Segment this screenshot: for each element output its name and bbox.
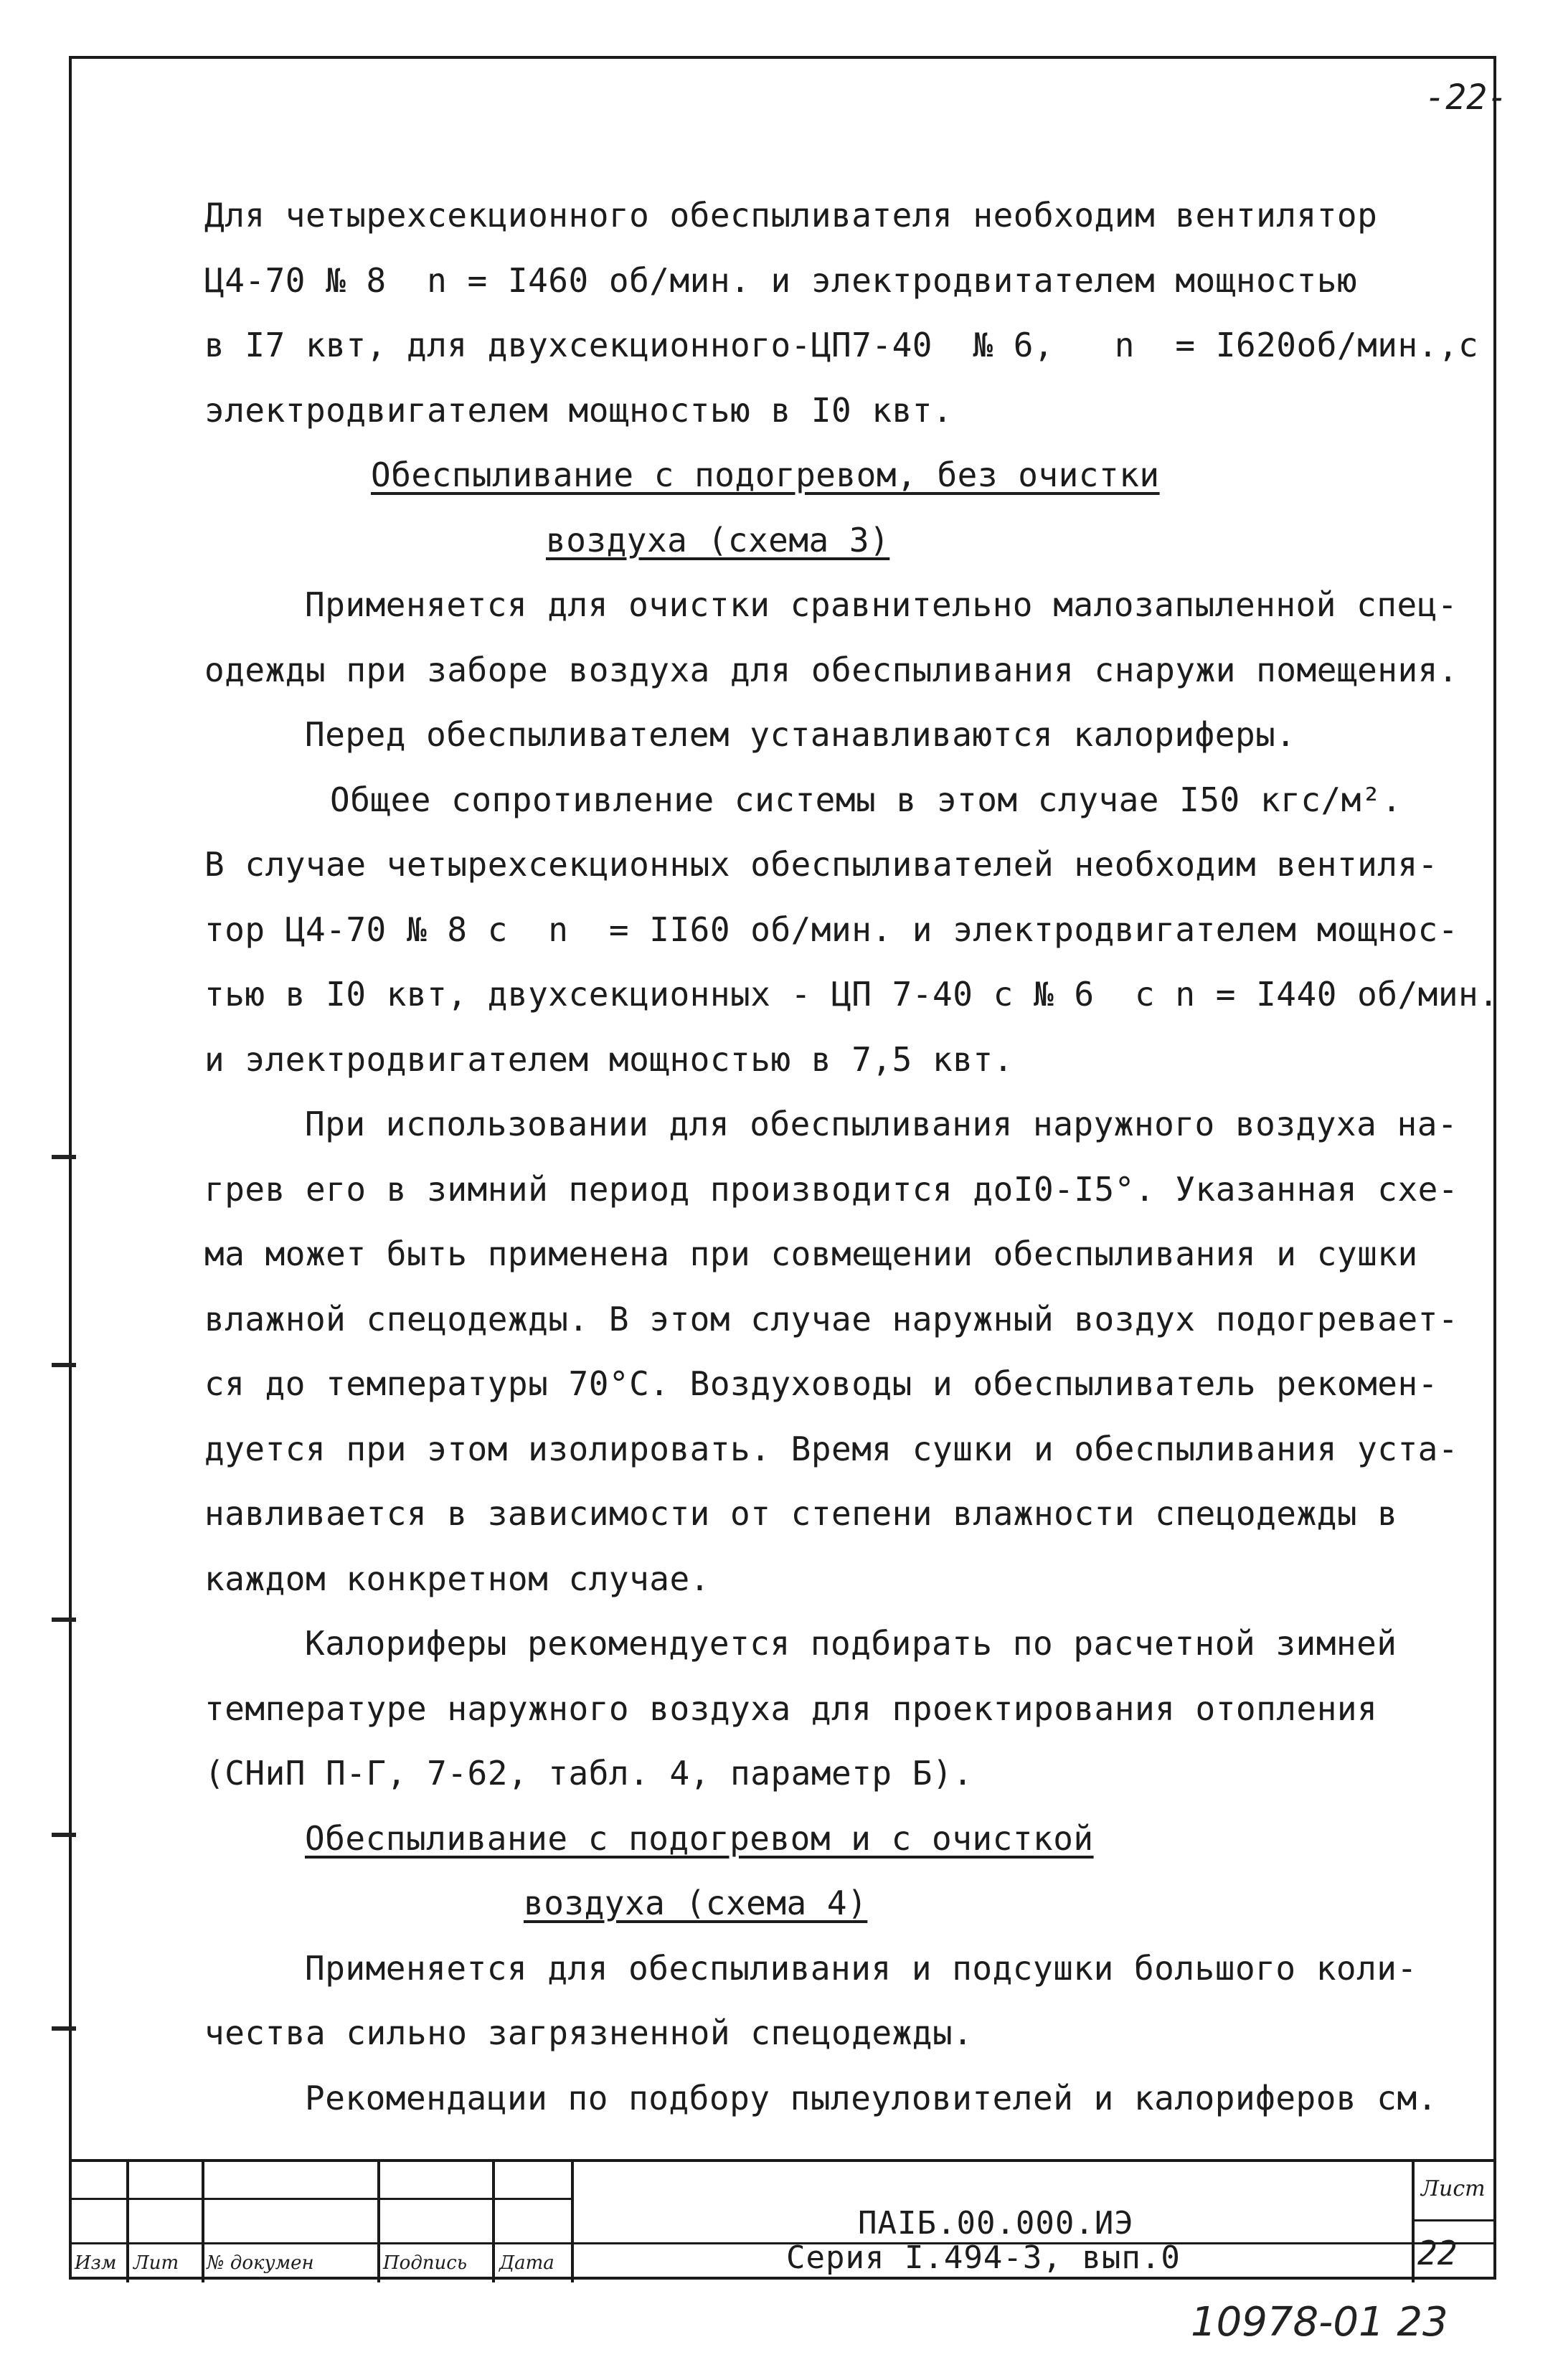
stamp-label-lit: Лит (133, 2252, 179, 2274)
text-line: В случае четырехсекционных обеспыливателей необходим вентиля- (204, 845, 1438, 884)
text-line: (СНиП П-Г, 7-62, табл. 4, параметр Б). (204, 1754, 973, 1793)
stamp-label-sign: Подпись (383, 2252, 468, 2274)
text-line: Перед обеспыливателем устанавливаются калориферы. (305, 715, 1296, 754)
document-code: ПАIБ.00.000.ИЭ (858, 2205, 1134, 2242)
stamp-rule (126, 2162, 129, 2282)
sheet-number: 22 (1417, 2234, 1458, 2272)
section-heading: Обеспыливание с подогревом и с очисткой (305, 1818, 1094, 1858)
text-line: Калориферы рекомендуется подбирать по расчетной зимней (305, 1624, 1397, 1663)
text-line: Применяется для обеспыливания и подсушки большого коли- (305, 1948, 1417, 1988)
section-heading: Обеспыливание с подогревом, без очистки (371, 455, 1160, 494)
text-line: влажной спецодежды. В этом случае наружный воздух подогревает- (204, 1299, 1459, 1338)
text-line: ся до температуры 70°С. Воздуховоды и обеспыливатель рекомен- (204, 1364, 1438, 1403)
margin-mark (52, 1618, 76, 1622)
text-line: электродвигателем мощностью в I0 квт. (204, 390, 953, 430)
text-line: чества сильно загрязненной спецодежды. (204, 2013, 973, 2052)
section-heading: воздуха (схема 3) (546, 520, 890, 559)
stamp-rule (571, 2162, 574, 2282)
text-line: навливается в зависимости от степени влажности спецодежды в (204, 1494, 1398, 1533)
text-line: одежды при заборе воздуха для обеспыливания снаружи помещения. (204, 650, 1459, 689)
sheet-label: Лист (1421, 2176, 1486, 2201)
text-line: Для четырехсекционного обеспыливателя необходим вентилятор (204, 196, 1378, 235)
text-line: Рекомендации по подбору пылеуловителей и калориферов см. (305, 2078, 1437, 2117)
stamp-rule (1412, 2219, 1496, 2221)
archive-number: 10978-01 23 (1191, 2299, 1448, 2346)
text-line: Общее сопротивление системы в этом случае I50 кгс/м². (330, 780, 1402, 819)
stamp-rule (202, 2162, 204, 2282)
stamp-rule (1412, 2162, 1415, 2282)
margin-mark (52, 1155, 76, 1159)
text-line: Применяется для очистки сравнительно малозапыленной спец- (305, 585, 1458, 624)
text-line: и электродвигателем мощностью в 7,5 квт. (204, 1039, 1014, 1079)
stamp-rule (69, 2242, 1496, 2244)
text-line: грев его в зимний период производится доI0-I5°. Указанная схе- (204, 1169, 1459, 1209)
stamp-label-doc: № докумен (207, 2252, 314, 2274)
text-line: каждом конкретном случае. (204, 1559, 710, 1598)
stamp-rule (492, 2162, 495, 2282)
text-line: тью в I0 квт, двухсекционных - ЦП 7-40 с № 6 с n = I440 об/мин. (204, 975, 1499, 1014)
document-series: Серия I.494-3, вып.0 (786, 2239, 1181, 2276)
stamp-rule (69, 2198, 571, 2200)
document-body (204, 183, 1499, 2130)
stamp-rule (377, 2162, 380, 2282)
text-line: тор Ц4-70 № 8 с n = II60 об/мин. и электродвигателем мощнос- (204, 910, 1459, 949)
text-line: Ц4-70 № 8 n = I460 об/мин. и электродвитателем мощностью (204, 260, 1358, 300)
margin-mark (52, 1833, 76, 1837)
text-line: ма может быть применена при совмещении обеспыливания и сушки (204, 1234, 1418, 1273)
stamp-label-date: Дата (499, 2252, 554, 2274)
stamp-label-izm: Изм (75, 2252, 117, 2274)
page-number: -22- (1425, 77, 1508, 118)
title-block (69, 2159, 1496, 2282)
text-line: При использовании для обеспыливания наружного воздуха на- (305, 1105, 1458, 1143)
section-heading: воздуха (схема 4) (524, 1884, 868, 1922)
text-line: температуре наружного воздуха для проектирования отопления (204, 1689, 1378, 1728)
text-line: в I7 квт, для двухсекционного-ЦП7-40 № 6, n = I620об/мин.,с (204, 326, 1479, 364)
text-line: дуется при этом изолировать. Время сушки и обеспыливания уста- (204, 1429, 1459, 1468)
margin-mark (52, 2026, 76, 2031)
margin-mark (52, 1363, 76, 1367)
